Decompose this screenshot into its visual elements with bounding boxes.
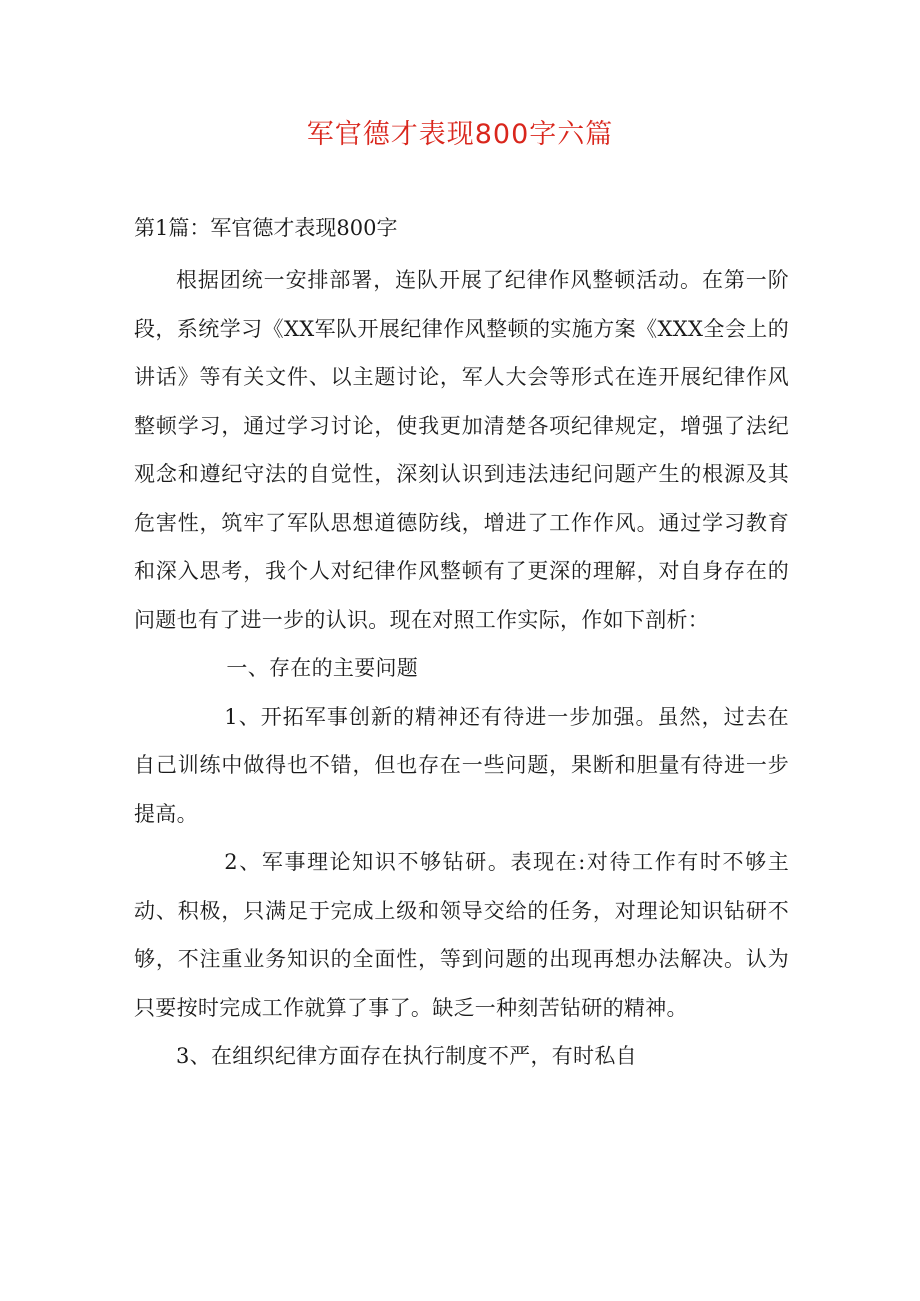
paragraph-item-1: 1、开拓军事创新的精神还有待进一步加强。虽然，过去在自己训练中做得也不错，但也存在一些问题，果断和胆量有待进一步提高。 (134, 704, 789, 826)
document-body (134, 256, 789, 1081)
paragraph-item-2: 2、军事理论知识不够钻研。表现在:对待工作有时不够主动、积极，只满足于完成上级和领导交给的任务，对理论知识钻研不够，不注重业务知识的全面性，等到问题的出现再想办法解决。认为只要按时完成工作就算了事了。缺乏一种刻苦钻研的精神。 (134, 850, 789, 1020)
section-heading: 第1篇：军官德才表现800字 (134, 216, 398, 240)
paragraph-item-3: 3、在组织纪律方面存在执行制度不严，有时私自 (176, 1044, 637, 1068)
subheading-problems: 一、存在的主要问题 (226, 656, 419, 680)
paragraph-intro: 根据团统一安排部署，连队开展了纪律作风整顿活动。在第一阶段，系统学习《XX军队开展纪律作风整顿的实施方案《XXX全会上的讲话》等有关文件、以主题讨论，军人大会等形式在连开展纪律作风整顿学习，通过学习讨论，使我更加清楚各项纪律规定，增强了法纪观念和遵纪守法的自觉性，深刻认识到违法违纪问题产生的根源及其危害性，筑牢了军队思想道德防线，增进了工作作风。通过学习教育和深入思考，我个人对纪律作风整顿有了更深的理解，对自身存在的问题也有了进一步的认识。现在对照工作实际，作如下剖析： (134, 268, 789, 632)
document-title: 军官德才表现800字六篇 (306, 119, 614, 150)
